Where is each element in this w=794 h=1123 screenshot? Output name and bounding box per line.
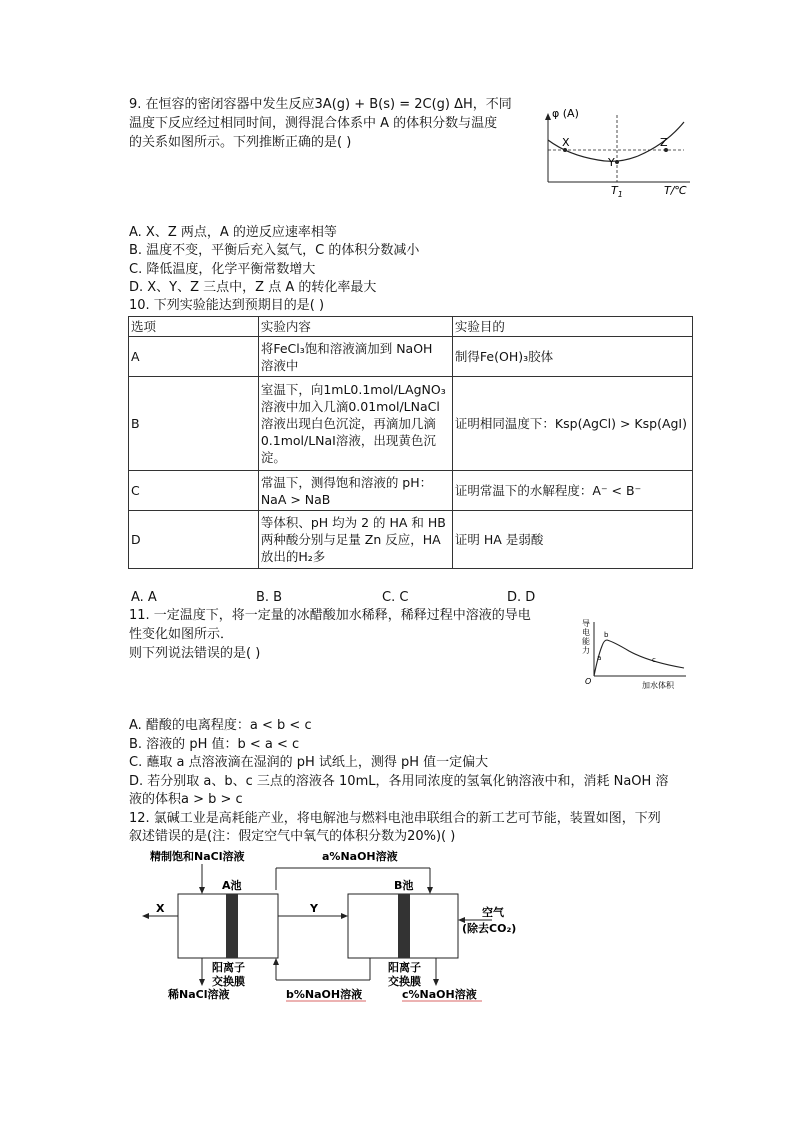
q10-option-d: D. D (507, 590, 536, 605)
q11-ylabel-char: 导 (582, 619, 590, 628)
air-note: (除去CO₂) (462, 922, 517, 935)
content-line: 室温下，向1mL0.1mol/LAgNO₃ (260, 382, 446, 397)
top-naoh-label: a%NaOH溶液 (322, 850, 398, 863)
q11-option-a: A. 醋酸的电离程度：a < b < c (129, 718, 312, 733)
table-row (129, 377, 693, 471)
q11-stem-line3: 则下列说法错误的是( ) (129, 646, 261, 661)
membrane-a-line1: 阳离子 (212, 961, 245, 974)
header-goal: 实验目的 (452, 317, 692, 337)
content-line: 溶液出现白色沉淀，再滴加几滴 (260, 416, 436, 431)
row-goal: 证明相同温度下：Ksp(AgCl) > Ksp(AgI) (452, 377, 692, 471)
q10-option-a: A. A (131, 590, 157, 605)
q11-xlabel: 加水体积 (642, 681, 674, 690)
row-goal: 制得Fe(OH)₃胶体 (452, 337, 692, 377)
q11-option-d-cont: 液的体积a > b > c (129, 792, 243, 807)
content-line: 溶液中加入几滴0.01mol/LNaCl (260, 399, 440, 414)
content-line: 溶液中 (260, 357, 299, 373)
x-label: X (156, 902, 165, 915)
q9-option-c: C. 降低温度，化学平衡常数增大 (129, 262, 316, 277)
content-line: NaA > NaB (260, 491, 331, 507)
content-line: 等体积、pH 均为 2 的 HA 和 HB (260, 515, 446, 530)
q11-stem-line1: 11. 一定温度下，将一定量的冰醋酸加水稀释，稀释过程中溶液的导电 (129, 608, 531, 623)
q11-stem-line2: 性变化如图所示． (129, 627, 234, 642)
q11-ylabel-char: 电 (582, 628, 590, 637)
q10-option-c: C. C (382, 590, 409, 605)
q11-option-c: C. 蘸取 a 点溶液滴在湿润的 pH 试纸上，测得 pH 值一定偏大 (129, 755, 489, 770)
q9-stem-line1: 9. 在恒容的密闭容器中发生反应3A(g) + B(s) = 2C(g) ΔH，不同 (129, 97, 512, 112)
content-line: 淀。 (260, 450, 286, 465)
table-row (129, 337, 693, 377)
table-row (129, 511, 693, 569)
q10-table (128, 316, 693, 569)
header-content: 实验内容 (258, 317, 452, 337)
q9-option-a: A. X、Z 两点，A 的逆反应速率相等 (129, 225, 337, 240)
q9-option-d: D. X、Y、Z 三点中，Z 点 A 的转化率最大 (129, 280, 377, 295)
row-content (258, 377, 452, 471)
q9-xlabel: T/℃ (664, 184, 687, 197)
q9-t1: $T_1$ (611, 184, 623, 199)
b-naoh-label: b%NaOH溶液 (286, 988, 363, 1001)
row-option: A (129, 337, 259, 377)
row-option: D (129, 511, 259, 569)
content-line: 放出的H₂多 (260, 549, 326, 564)
content-line: 两种酸分别与足量 Zn 反应，HA (260, 532, 441, 547)
q11-option-b: B. 溶液的 pH 值：b < a < c (129, 737, 300, 752)
q11-point-b: b (604, 631, 609, 639)
q9-graph (538, 100, 698, 200)
row-content (258, 471, 452, 511)
y-label: Y (310, 902, 318, 915)
membrane-b-line2: 交换膜 (388, 975, 421, 988)
dilute-nacl-label: 稀NaCl溶液 (168, 988, 230, 1001)
row-content (258, 337, 452, 377)
q11-point-a: a (597, 654, 602, 662)
q9-option-b: B. 温度不变，平衡后充入氦气，C 的体积分数减小 (129, 243, 420, 258)
q12-stem-line1: 12. 氯碱工业是高耗能产业，将电解池与燃料电池串联组合的新工艺可节能，装置如图，下列 (129, 811, 661, 826)
q12-diagram (140, 846, 540, 1002)
membrane-a-line2: 交换膜 (212, 975, 245, 988)
row-option: B (129, 377, 259, 471)
membrane-b-line1: 阳离子 (388, 961, 421, 974)
q9-point-x: X (562, 136, 570, 149)
q9-ylabel: φ (A) (552, 107, 579, 120)
feed-label: 精制饱和NaCl溶液 (150, 850, 245, 863)
q11-origin: O (585, 677, 592, 686)
header-option: 选项 (129, 317, 259, 337)
row-goal: 证明常温下的水解程度：A⁻ < B⁻ (452, 471, 692, 511)
content-line: 0.1mol/LNaI溶液，出现黄色沉 (260, 433, 436, 448)
q9-point-z: Z (660, 136, 668, 149)
row-goal: 证明 HA 是弱酸 (452, 511, 692, 569)
q11-point-c: c (652, 656, 656, 664)
q10-stem: 10. 下列实验能达到预期目的是( ) (129, 298, 325, 313)
content-line: 常温下，测得饱和溶液的 pH： (260, 474, 433, 490)
q11-ylabel-char: 力 (582, 646, 590, 655)
q9-stem-line3: 的关系如图所示。下列推断正确的是( ) (129, 135, 352, 150)
q11-graph (574, 616, 694, 692)
table-header-row (129, 317, 693, 337)
q12-stem-line2: 叙述错误的是(注：假定空气中氧气的体积分数为20%)( ) (129, 829, 456, 844)
content-line: 将FeCl₃饱和溶液滴加到 NaOH (260, 340, 433, 356)
q11-ylabel-char: 能 (582, 637, 590, 646)
q9-point-y: Y (608, 156, 615, 169)
air-label: 空气 (482, 906, 504, 919)
table-row (129, 471, 693, 511)
row-content (258, 511, 452, 569)
pool-b-label: B池 (394, 879, 414, 892)
q10-option-b: B. B (256, 590, 283, 605)
c-naoh-label: c%NaOH溶液 (402, 988, 477, 1001)
q11-option-d: D. 若分别取 a、b、c 三点的溶液各 10mL，各用同浓度的氢氧化钠溶液中和，消耗 NaOH 溶 (129, 774, 669, 789)
row-option: C (129, 471, 259, 511)
q9-stem-line2: 温度下反应经过相同时间，测得混合体系中 A 的体积分数与温度 (129, 116, 498, 131)
pool-a-label: A池 (222, 879, 242, 892)
